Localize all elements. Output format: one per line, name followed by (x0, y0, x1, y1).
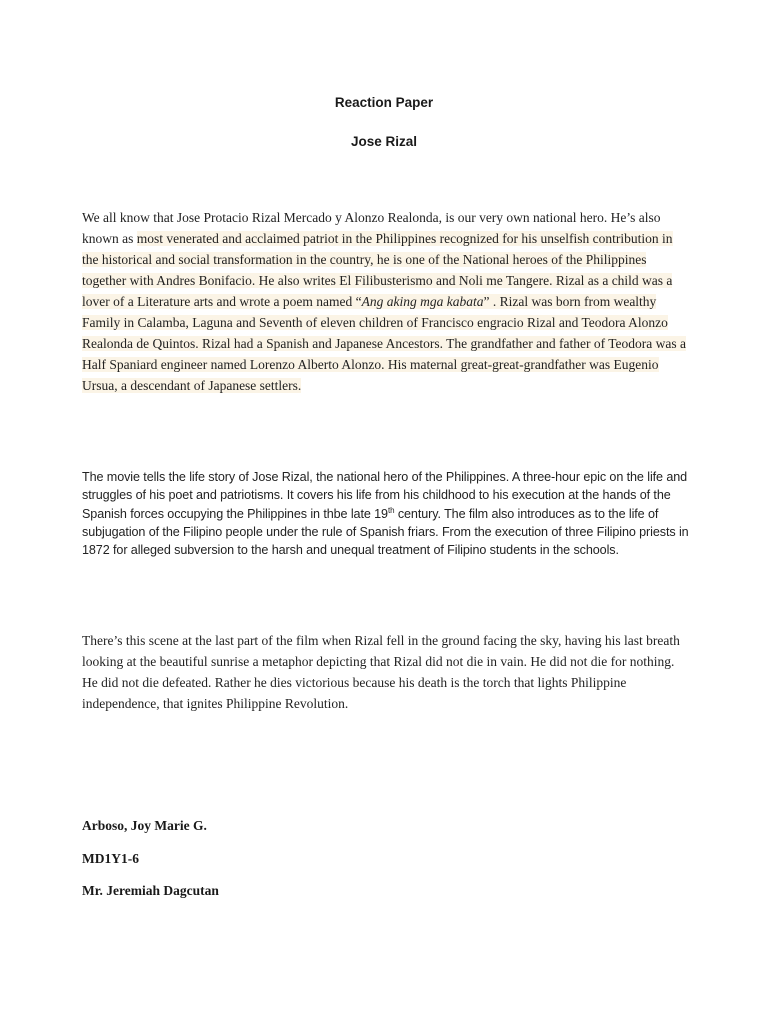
highlighted-text-a: most venerated and acclaimed patriot in the Philippines recognized for his unselfish contribution in the historical and social transformation in the country, he is one of the National heroes of the Philippines together with Andres Bonifacio. He also writes El Filibusterismo and Noli me Tangere. Rizal as a child was a lover of a Literature arts and wrote a poem named “ (82, 231, 673, 309)
paragraph-movie-text-a: The movie tells the life story of Jose Rizal, the national hero of the Philippines. A three-hour epic on the life and struggles of his poet and patriotisms. It covers his life from his childhood to his execution at the hands of the Spanish forces occupying the Philippines in thbe late 19 (82, 470, 688, 521)
highlighted-text (82, 231, 686, 393)
document-subtitle: Jose Rizal (350, 134, 418, 149)
document-title: Reaction Paper (334, 95, 434, 110)
paragraph-reaction: There’s this scene at the last part of the film when Rizal fell in the ground facing the sky, having his last breath looking at the beautiful sunrise a metaphor depicting that Rizal did not die in vain. He did not die for nothing. He did not die defeated. Rather he dies victorious because his death is the torch that lights Philippine independence, that ignites Philippine Revolution. (82, 633, 680, 711)
author-name: Arboso, Joy Marie G. (82, 818, 207, 833)
highlighted-text-b: ” . Rizal was born from wealthy Family in Calamba, Laguna and Seventh of eleven children of Francisco engracio Rizal and Teodora Alonzo Realonda de Quintos. Rizal had a Spanish and Japanese Ancestors. The grandfather and father of Teodora was a Half Spaniard engineer named Lorenzo Alberto Alonzo. His maternal great-great-grandfather was Eugenio Ursua, a descendant of Japanese settlers. (82, 294, 686, 393)
instructor-name: Mr. Jeremiah Dagcutan (82, 883, 219, 898)
paragraph-introduction (82, 207, 692, 396)
poem-title: Ang aking mga kabata (361, 294, 484, 309)
paragraph-movie-summary (82, 468, 692, 559)
ordinal-superscript: th (387, 505, 395, 515)
paragraph-intro-text: We all know that Jose Protacio Rizal Mercado y Alonzo Realonda, is our very own national hero. He’s also known as (82, 210, 661, 246)
author-section: MD1Y1-6 (82, 851, 139, 866)
paragraph-movie-text-b: century. The film also introduces as to the life of subjugation of the Filipino people under the rule of Spanish friars. From the execution of three Filipino priests in 1872 for alleged subversion to the harsh and unequal treatment of Filipino students in the schools. (82, 506, 689, 558)
